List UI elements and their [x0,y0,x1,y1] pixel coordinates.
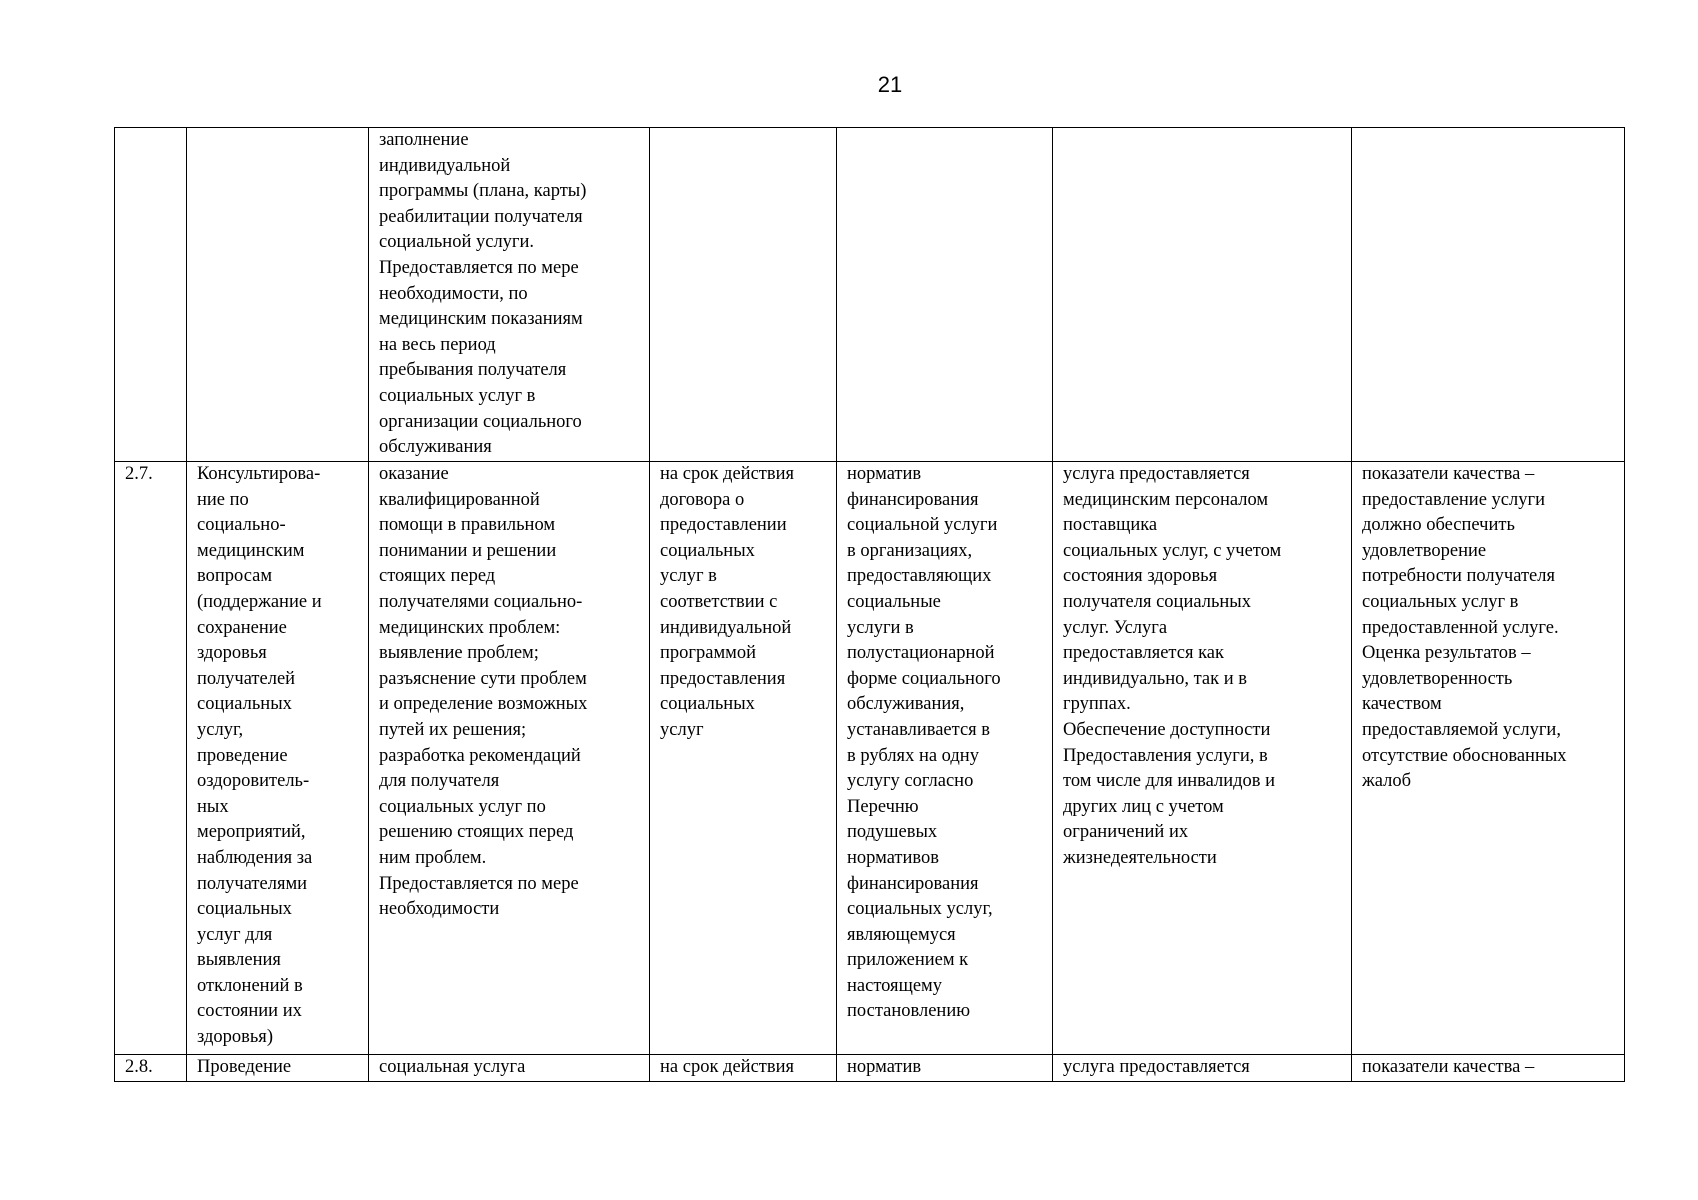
cell-service-term: на срок действия договора о предоставлении социальных услуг в соответствии с индивидуальной программой предоставления социальных услуг [650,462,837,1055]
cell-service-term [650,128,837,462]
cell-service-description: заполнение индивидуальной программы (плана, карты) реабилитации получателя социальной услуги. Предоставляется по мере необходимости, по медицинским показаниям на весь период пребывания получателя социальных услуг в организации социального обслуживания [369,128,650,462]
table-row [115,462,1625,1055]
cell-service-name: Консультирова- ние по социально- медицинским вопросам (поддержание и сохранение здоровья получателей социальных услуг, проведение оздоровитель- ных мероприятий, наблюдения за получателями социальных услуг для выявления отклонений в состоянии их здоровья) [187,462,369,1055]
cell-financing-norm: норматив финансирования социальной услуги в организациях, предоставляющих социальные услуги в полустационарной форме социального обслуживания, устанавливается в в рублях на одну услугу согласно Перечню подушевых нормативов финансирования социальных услуг, являющемуся приложением к настоящему постановлению [837,462,1053,1055]
cell-service-name [187,128,369,462]
cell-financing-norm [837,128,1053,462]
table-row [115,1055,1625,1082]
page-number: 21 [877,72,903,97]
cell-number: 2.8. [115,1055,187,1082]
cell-service-description: оказание квалифицированной помощи в правильном понимании и решении стоящих перед получателями социально- медицинских проблем: выявление проблем; разъяснение сути проблем и определение возможных путей их решения; разработка рекомендаций для получателя социальных услуг по решению стоящих перед ним проблем. Предоставляется по мере необходимости [369,462,650,1055]
cell-provision-conditions [1053,128,1352,462]
cell-number [115,128,187,462]
services-table [114,127,1625,1082]
table-row [115,128,1625,462]
cell-provision-conditions: услуга предоставляется [1053,1055,1352,1082]
cell-quality-indicators [1352,128,1625,462]
cell-financing-norm: норматив [837,1055,1053,1082]
cell-quality-indicators: показатели качества – предоставление услуги должно обеспечить удовлетворение потребности получателя социальных услуг в предоставленной услуге. Оценка результатов – удовлетворенность качеством предоставляемой услуги, отсутствие обоснованных жалоб [1352,462,1625,1055]
cell-service-name: Проведение [187,1055,369,1082]
cell-service-term: на срок действия [650,1055,837,1082]
cell-number: 2.7. [115,462,187,1055]
cell-quality-indicators: показатели качества – [1352,1055,1625,1082]
cell-service-description: социальная услуга [369,1055,650,1082]
cell-provision-conditions: услуга предоставляется медицинским персоналом поставщика социальных услуг, с учетом состояния здоровья получателя социальных услуг. Услуга предоставляется как индивидуально, так и в группах. Обеспечение доступности Предоставления услуги, в том числе для инвалидов и других лиц с учетом ограничений их жизнедеятельности [1053,462,1352,1055]
